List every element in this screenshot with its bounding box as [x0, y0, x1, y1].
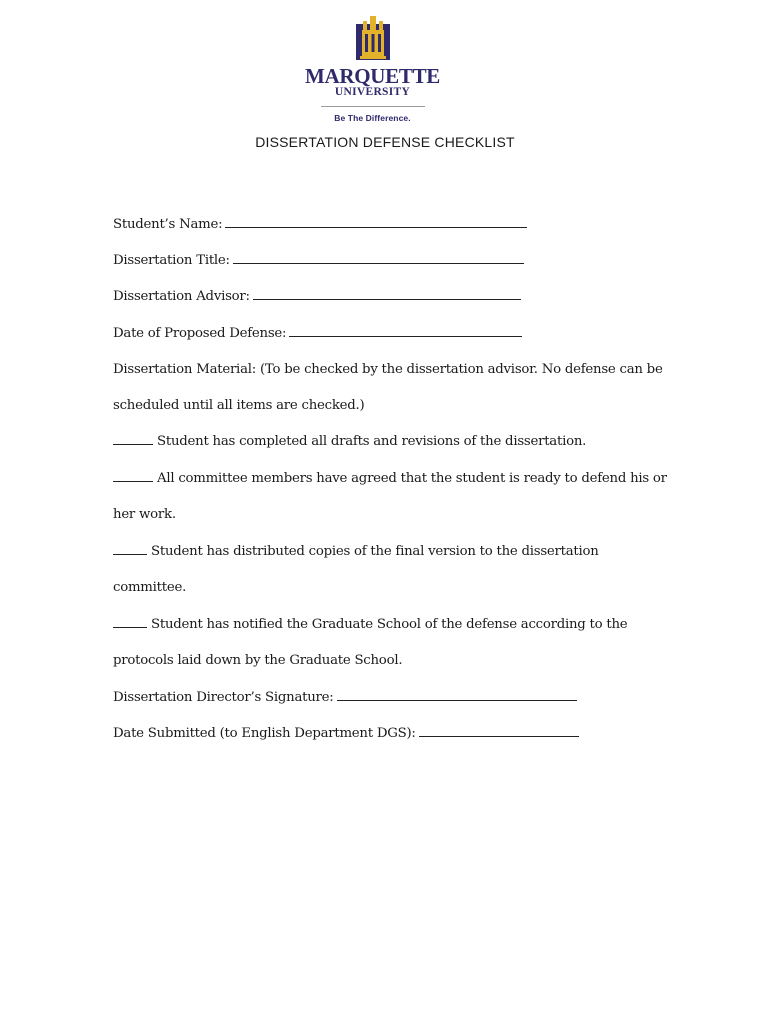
chapel-emblem-icon	[354, 16, 392, 62]
director-signature-label: Dissertation Director’s Signature:	[113, 690, 334, 705]
dissertation-title-label: Dissertation Title:	[113, 253, 230, 268]
proposed-defense-date-label: Date of Proposed Defense:	[113, 326, 287, 341]
dissertation-advisor-line[interactable]	[253, 287, 521, 300]
director-signature-line[interactable]	[337, 688, 577, 701]
checklist-item-committee-cont: her work.	[113, 507, 176, 522]
checklist-item-text: Student has notified the Graduate School of the defense according to the	[151, 617, 628, 632]
date-submitted-line[interactable]	[419, 724, 579, 737]
checklist-blank[interactable]	[113, 469, 153, 482]
checklist-item-drafts	[113, 432, 586, 451]
university-logo	[300, 16, 445, 128]
dissertation-advisor-field	[113, 287, 521, 306]
checklist-item-copies	[113, 542, 599, 561]
student-name-line[interactable]	[225, 215, 527, 228]
date-submitted-field	[113, 724, 579, 743]
checklist-blank[interactable]	[113, 542, 147, 555]
dissertation-advisor-label: Dissertation Advisor:	[113, 289, 250, 304]
checklist-blank[interactable]	[113, 615, 147, 628]
checklist-item-text: All committee members have agreed that the student is ready to defend his or	[157, 471, 667, 486]
material-instructions-line1: Dissertation Material: (To be checked by the dissertation advisor. No defense can be	[113, 362, 663, 377]
checklist-item-text: Student has distributed copies of the final version to the dissertation	[151, 544, 599, 559]
student-name-field	[113, 215, 527, 234]
student-name-label: Student’s Name:	[113, 217, 223, 232]
logo-wordmark: MARQUETTE	[305, 64, 440, 88]
date-submitted-label: Date Submitted (to English Department DGS):	[113, 726, 416, 741]
checklist-item-copies-cont: committee.	[113, 580, 187, 595]
checklist-blank[interactable]	[113, 432, 153, 445]
director-signature-field	[113, 688, 577, 707]
dissertation-title-line[interactable]	[233, 251, 524, 264]
checklist-item-graduate-school-cont: protocols laid down by the Graduate School.	[113, 653, 403, 668]
proposed-defense-date-field	[113, 324, 522, 343]
proposed-defense-date-line[interactable]	[289, 324, 522, 337]
logo-divider	[321, 106, 425, 107]
checklist-item-graduate-school	[113, 615, 627, 634]
dissertation-title-field	[113, 251, 524, 270]
checklist-item-text: Student has completed all drafts and revisions of the dissertation.	[157, 434, 587, 449]
page-title: DISSERTATION DEFENSE CHECKLIST	[255, 134, 515, 150]
material-instructions-line2: scheduled until all items are checked.)	[113, 398, 365, 413]
checklist-item-committee	[113, 469, 667, 488]
logo-tagline: Be The Difference.	[334, 113, 411, 123]
logo-subtitle: UNIVERSITY	[334, 86, 411, 98]
